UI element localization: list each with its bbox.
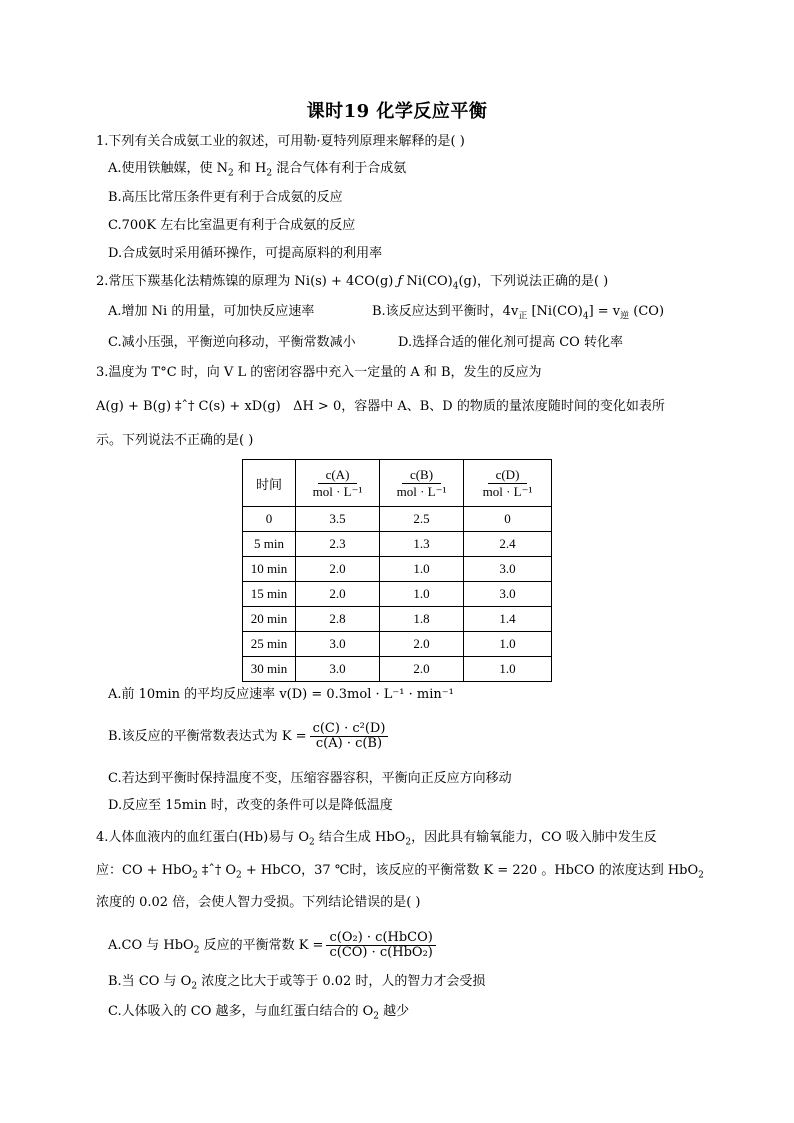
table-row	[243, 532, 552, 557]
q2-option-b: B.该反应达到平衡时，$4v_正$ $[Ni(CO)_4] = v_逆$ (CO)	[372, 304, 665, 322]
table-cell: 2.5	[380, 507, 464, 532]
table-cell: 1.0	[464, 632, 552, 657]
table-cell: 30 min	[243, 657, 296, 682]
table-header-cb: c(B) mol · L⁻¹	[380, 460, 464, 507]
table-cell: 1.3	[380, 532, 464, 557]
q1-option-d: D.合成氨时采用循环操作，可提高原料的利用率	[108, 246, 383, 261]
table-row	[243, 557, 552, 582]
table-cell: 2.4	[464, 532, 552, 557]
table-header-cd: c(D) mol · L⁻¹	[464, 460, 552, 507]
q2-stem: 2.常压下羰基化法精炼镍的原理为 Ni(s) + 4CO(g) ƒ $Ni(CO)_4(g)$，下列说法正确的是( )	[96, 274, 609, 292]
table-cell: 2.0	[380, 657, 464, 682]
table-row	[243, 657, 552, 682]
table-cell: 5 min	[243, 532, 296, 557]
table-cell: 1.0	[380, 582, 464, 607]
table-cell: 2.3	[296, 532, 380, 557]
table-cell: 0	[464, 507, 552, 532]
table-cell: 2.8	[296, 607, 380, 632]
q2-option-c: C.减小压强，平衡逆向移动，平衡常数减小	[108, 335, 356, 350]
table-cell: 15 min	[243, 582, 296, 607]
q1-option-a: A.使用铁触媒，使 $N_2$ 和 $H_2$ 混合气体有利于合成氨	[108, 161, 407, 179]
table-cell: 1.4	[464, 607, 552, 632]
q3-stem-line1: 3.温度为 T°C 时，向 V L 的密闭容器中充入一定量的 A 和 B，发生的反应为	[96, 365, 542, 380]
table-cell: 3.0	[296, 632, 380, 657]
q4-stem-line1: 4.人体血液内的血红蛋白(Hb)易与 $O_2$ 结合生成 HbO$_2$，因此具有输氧能力，CO 吸入肺中发生反	[96, 830, 657, 848]
table-cell: 0	[243, 507, 296, 532]
table-cell: 2.0	[296, 582, 380, 607]
q2-option-a: A.增加 Ni 的用量，可加快反应速率	[108, 304, 315, 319]
table-cell: 3.0	[296, 657, 380, 682]
q2-option-d: D.选择合适的催化剂可提高 CO 转化率	[398, 335, 623, 350]
q3-option-d: D.反应至 15min 时，改变的条件可以是降低温度	[108, 798, 393, 813]
q4-option-c: C.人体吸入的 CO 越多，与血红蛋白结合的 $O_2$ 越少	[108, 1004, 410, 1022]
table-cell: 3.0	[464, 557, 552, 582]
table-cell: 3.5	[296, 507, 380, 532]
q3-option-b: B.该反应的平衡常数表达式为 K = $\frac{\text{c(C) · c²(D)}}{c(A) \cdot c(B)}$	[108, 722, 391, 751]
q4-stem-line3: 浓度的 0.02 倍，会使人智力受损。下列结论错误的是( )	[96, 895, 421, 910]
table-header-time: 时间	[243, 460, 296, 507]
q1-option-b: B.高压比常压条件更有利于合成氨的反应	[108, 190, 343, 205]
table-cell: 1.0	[380, 557, 464, 582]
q1-option-c: C.700K 左右比室温更有利于合成氨的反应	[108, 218, 356, 233]
q1-stem: 1.下列有关合成氨工业的叙述，可用勒·夏特列原理来解释的是( )	[96, 134, 465, 149]
q3-stem-line2: A(g) + B(g) ‡ˆ† C(s) + xD(g) ΔH > 0，容器中 A、B、D 的物质的量浓度随时间的变化如表所	[96, 399, 665, 414]
table-cell: 3.0	[464, 582, 552, 607]
q4-option-b: B.当 CO 与 $O_2$ 浓度之比大于或等于 0.02 时，人的智力才会受损	[108, 974, 486, 992]
table-cell: 20 min	[243, 607, 296, 632]
table-row	[243, 507, 552, 532]
table-header-ca: c(A) mol · L⁻¹	[296, 460, 380, 507]
q4-option-a: A.CO 与 HbO$_2$ 反应的平衡常数 K = $\frac{\text{c(O₂) · c(HbCO)}}{\text{c(CO) · c(HbO₂)}}$	[108, 931, 439, 960]
concentration-table	[242, 459, 552, 682]
table-row	[243, 607, 552, 632]
q3-option-c: C.若达到平衡时保持温度不变，压缩容器容积，平衡向正反应方向移动	[108, 771, 512, 786]
table-cell: 25 min	[243, 632, 296, 657]
table-header-row	[243, 460, 552, 507]
table-row	[243, 582, 552, 607]
table-cell: 1.0	[464, 657, 552, 682]
q3-option-a: A.前 10min 的平均反应速率 v(D) = 0.3mol · L⁻¹ · min⁻¹	[108, 687, 454, 702]
table-cell: 1.8	[380, 607, 464, 632]
q4-stem-line2: 应：CO + HbO$_2$ ‡ˆ† $O_2$ + HbCO，37 ℃时，该反应的平衡常数 K = 220 。HbCO 的浓度达到 HbO$_2$	[96, 863, 704, 881]
page-title: 课时19 化学反应平衡	[306, 101, 488, 122]
table-cell: 2.0	[296, 557, 380, 582]
table-cell: 2.0	[380, 632, 464, 657]
table-row	[243, 632, 552, 657]
q3-stem-line3: 示。下列说法不正确的是( )	[96, 433, 254, 448]
table-cell: 10 min	[243, 557, 296, 582]
